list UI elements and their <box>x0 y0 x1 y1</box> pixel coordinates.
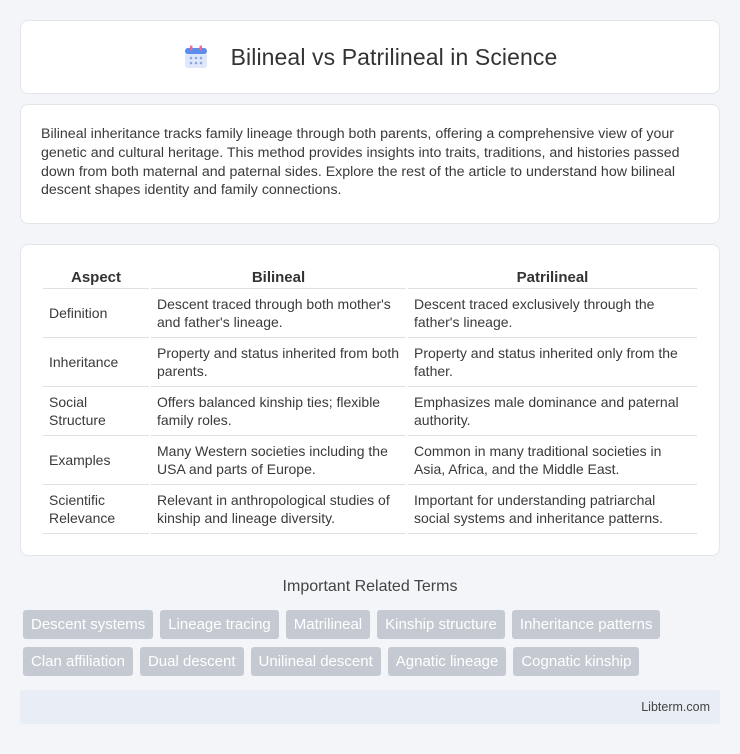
tag-inheritance-patterns[interactable]: Inheritance patterns <box>512 610 661 639</box>
row-patrilineal: Descent traced exclusively through the father's lineage. <box>408 289 697 338</box>
row-aspect: Social Structure <box>43 387 149 436</box>
tag-cognatic-kinship[interactable]: Cognatic kinship <box>513 647 639 676</box>
table-row <box>43 387 697 436</box>
tag-descent-systems[interactable]: Descent systems <box>23 610 153 639</box>
header-aspect: Aspect <box>43 263 149 289</box>
header-bilineal: Bilineal <box>151 263 406 289</box>
row-bilineal: Offers balanced kinship ties; flexible family roles. <box>151 387 406 436</box>
row-patrilineal: Common in many traditional societies in Asia, Africa, and the Middle East. <box>408 436 697 485</box>
row-patrilineal: Important for understanding patriarchal social systems and inheritance patterns. <box>408 485 697 534</box>
related-terms-section <box>20 578 720 676</box>
row-aspect: Examples <box>43 436 149 485</box>
table-row <box>43 338 697 387</box>
table-row <box>43 436 697 485</box>
row-bilineal: Descent traced through both mother's and father's lineage. <box>151 289 406 338</box>
header-patrilineal: Patrilineal <box>408 263 697 289</box>
calendar-icon <box>183 44 209 70</box>
tag-unilineal-descent[interactable]: Unilineal descent <box>251 647 381 676</box>
row-bilineal: Many Western societies including the USA and parts of Europe. <box>151 436 406 485</box>
footer-site-link[interactable]: Libterm.com <box>641 700 710 714</box>
table-row <box>43 485 697 534</box>
tag-matrilineal[interactable]: Matrilineal <box>286 610 370 639</box>
title-card <box>20 20 720 94</box>
tag-dual-descent[interactable]: Dual descent <box>140 647 244 676</box>
tag-agnatic-lineage[interactable]: Agnatic lineage <box>388 647 507 676</box>
row-aspect: Scientific Relevance <box>43 485 149 534</box>
table-row <box>43 289 697 338</box>
tag-clan-affiliation[interactable]: Clan affiliation <box>23 647 133 676</box>
intro-card <box>20 104 720 224</box>
row-bilineal: Property and status inherited from both parents. <box>151 338 406 387</box>
row-bilineal: Relevant in anthropological studies of kinship and lineage diversity. <box>151 485 406 534</box>
page-title: Bilineal vs Patrilineal in Science <box>230 43 558 70</box>
row-aspect: Inheritance <box>43 338 149 387</box>
table-header-row <box>43 263 697 289</box>
row-aspect: Definition <box>43 289 149 338</box>
comparison-card <box>20 244 720 556</box>
tag-kinship-structure[interactable]: Kinship structure <box>377 610 505 639</box>
related-terms-heading: Important Related Terms <box>282 578 458 595</box>
related-terms-list <box>20 610 720 676</box>
intro-text: Bilineal inheritance tracks family lineage through both parents, offering a comprehensive view of your genetic and cultural heritage. This method provides insights into traits, traditions, and histories passed down from both maternal and paternal sides. Explore the rest of the article to understand how bilineal descent shapes identity and family connections. <box>41 126 680 199</box>
tag-lineage-tracing[interactable]: Lineage tracing <box>160 610 279 639</box>
comparison-table <box>41 263 699 534</box>
row-patrilineal: Emphasizes male dominance and paternal authority. <box>408 387 697 436</box>
row-patrilineal: Property and status inherited only from the father. <box>408 338 697 387</box>
footer <box>20 690 720 724</box>
